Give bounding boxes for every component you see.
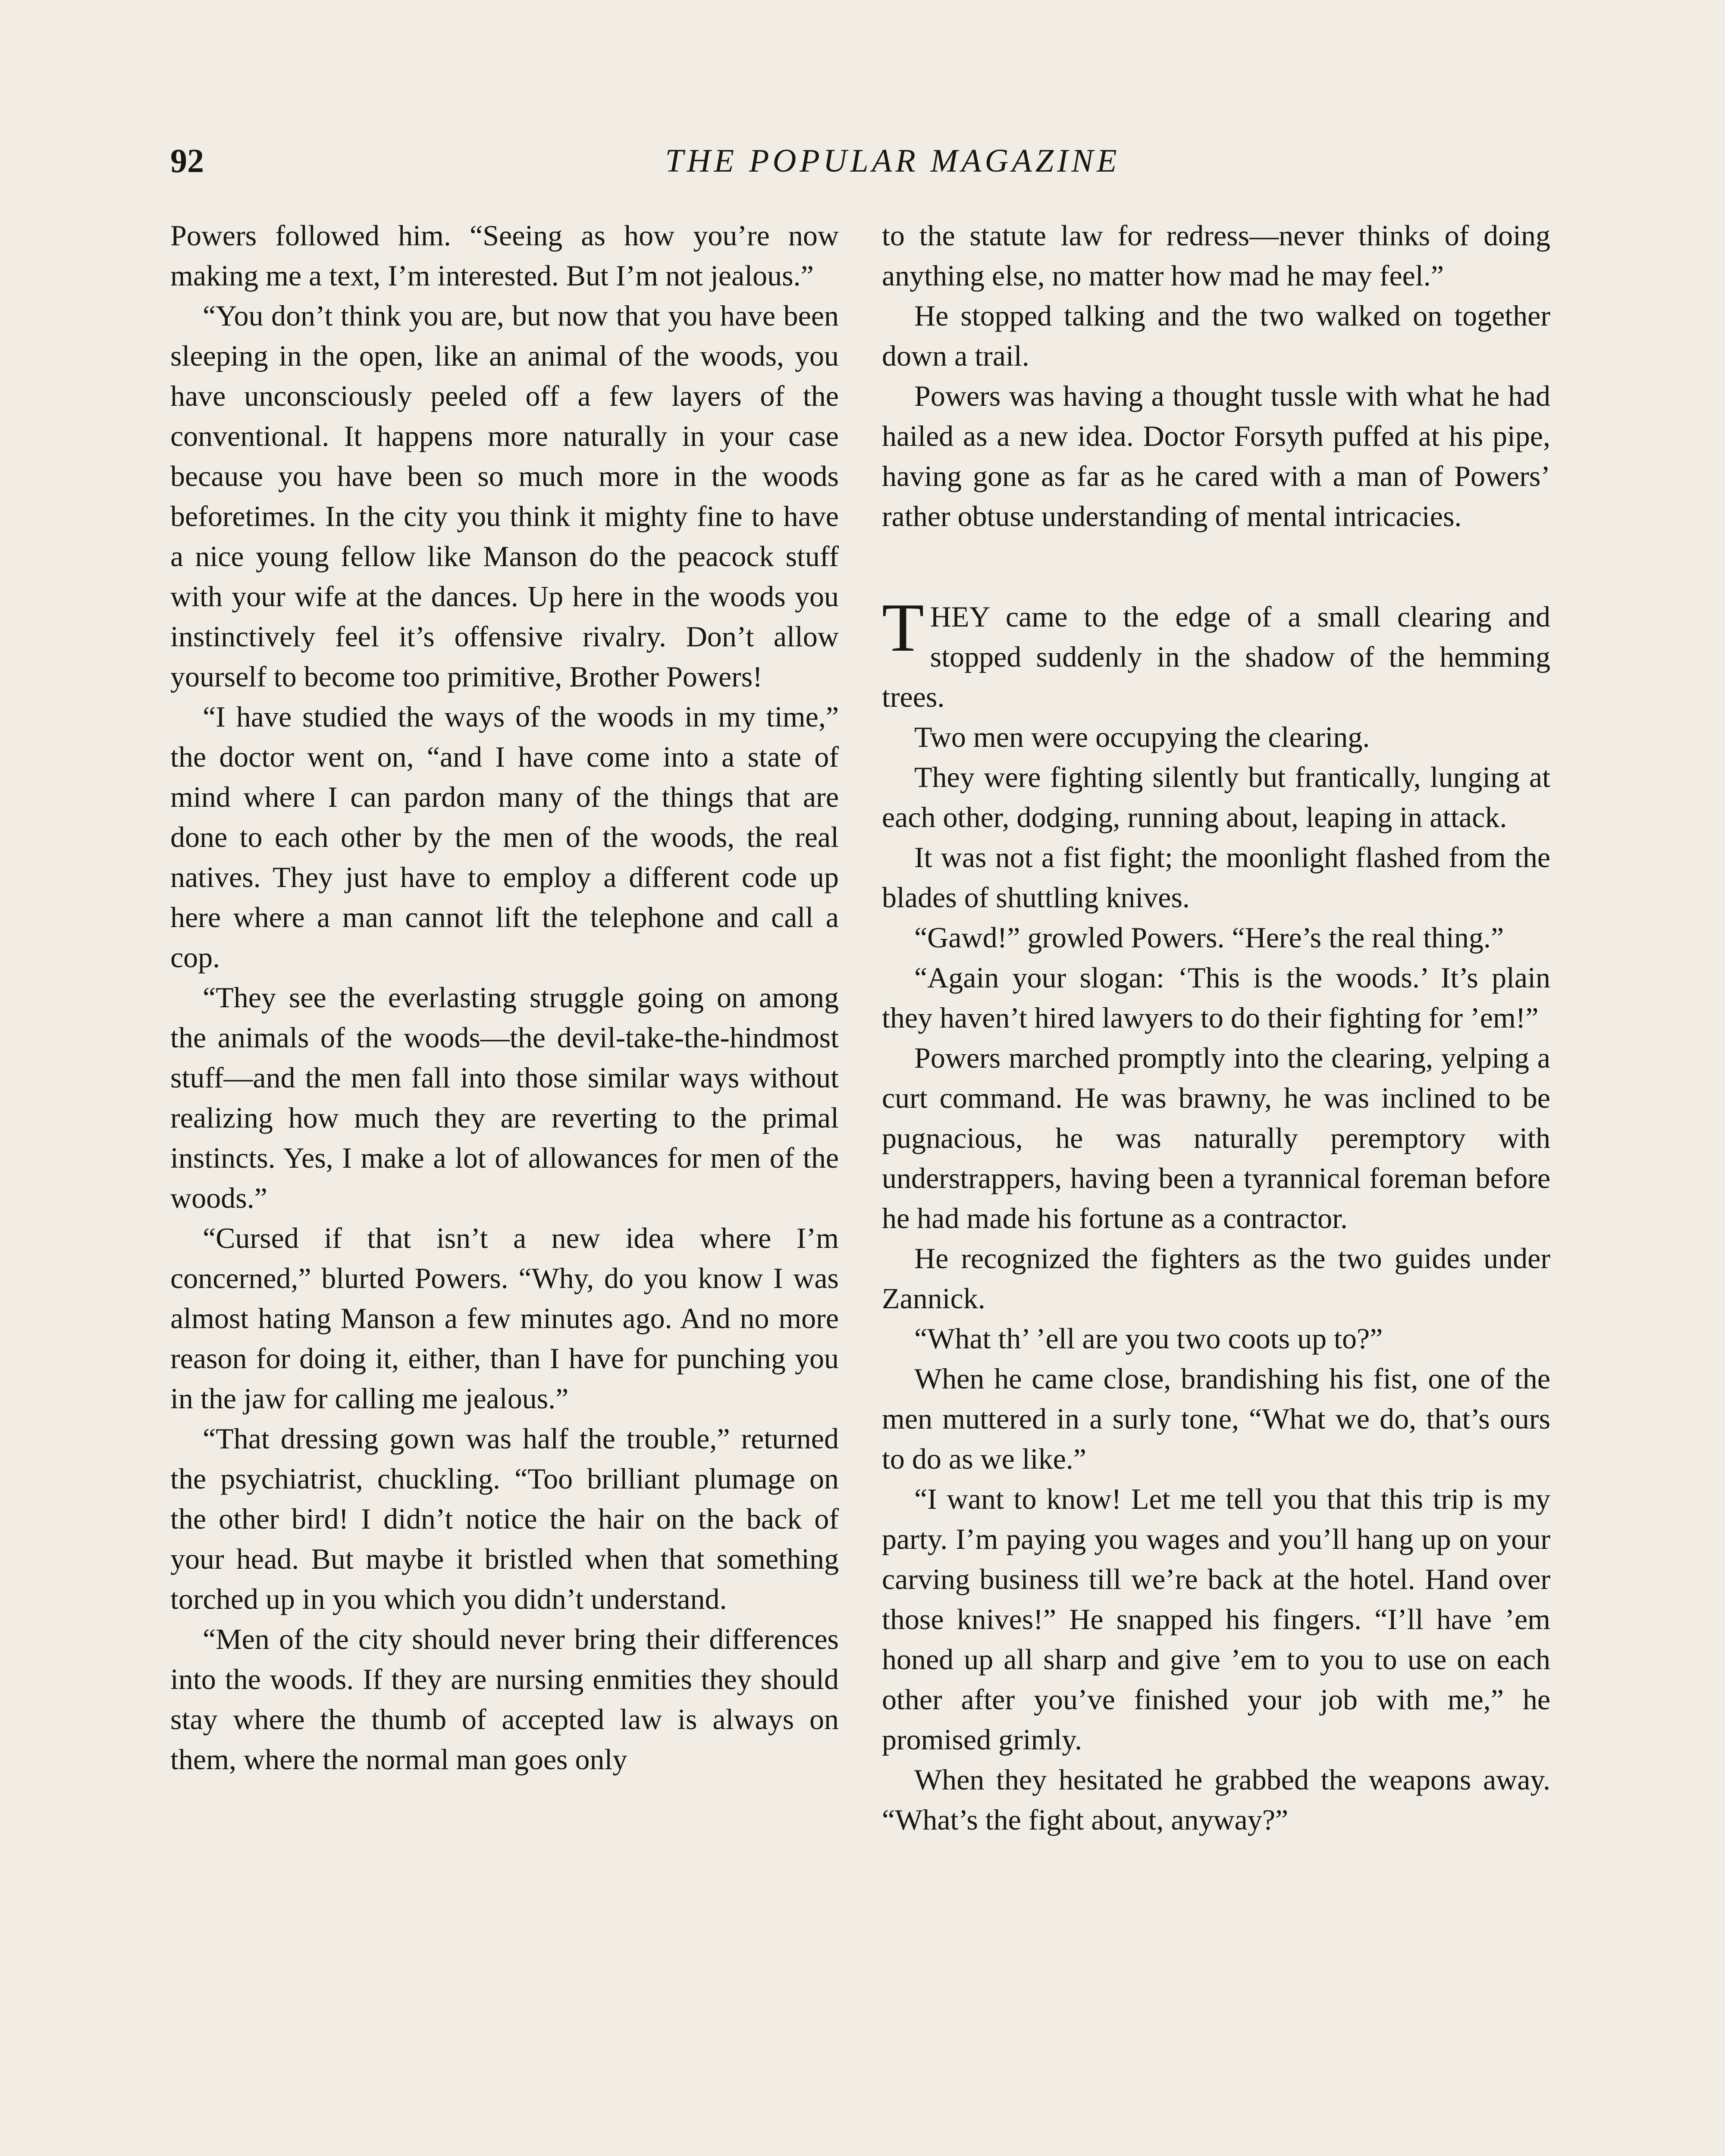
paragraph: “Again your slogan: ‘This is the woods.’ It’s plain they haven’t hired lawyers to do their fighting for ’em!” bbox=[882, 961, 1550, 1034]
paragraph: “They see the everlasting struggle going on among the animals of the woods—the devil-take-the-hindmost stuff—and the men fall into those similar ways without realizing how much they are reverting to the primal instincts. Yes, I make a lot of allowances for men of the woods.” bbox=[170, 981, 839, 1214]
paragraph: Powers was having a thought tussle with what he had hailed as a new idea. Doctor Forsyth puffed at his pipe, having gone as far as he cared with a man of Powers’ rather obtuse understanding of mental intricacies. bbox=[882, 379, 1550, 533]
page-number: 92 bbox=[170, 142, 204, 179]
paragraph: Two men were occupying the clearing. bbox=[914, 721, 1370, 753]
paragraph: “That dressing gown was half the trouble,” returned the psychiatrist, chuckling. “Too brilliant plumage on the other bird! I didn’t notice the hair on the back of your head. But maybe it bristled when that something torched up in you which you didn’t understand. bbox=[170, 1422, 839, 1615]
paragraph: He stopped talking and the two walked on together down a trail. bbox=[882, 299, 1550, 372]
paragraph: When he came close, brandishing his fist, one of the men muttered in a surly tone, “What we do, that’s ours to do as we like.” bbox=[882, 1362, 1550, 1475]
running-head: THE POPULAR MAGAZINE bbox=[665, 143, 1120, 179]
paragraph: Powers marched promptly into the clearing, yelping a curt command. He was brawny, he was inclined to be pugnacious, he was naturally peremptory with understrappers, having been a tyrannical foreman before he had made his fortune as a contractor. bbox=[882, 1041, 1550, 1235]
paragraph: “I have studied the ways of the woods in my time,” the doctor went on, “and I have come into a state of mind where I can pardon many of the things that are done to each other by the men of the woods, the real natives. They just have to employ a different code up here where a man cannot lift the telephone and call a cop. bbox=[170, 700, 839, 974]
page-header bbox=[170, 137, 1563, 185]
paragraph: “Cursed if that isn’t a new idea where I’m concerned,” blurted Powers. “Why, do you know I was almost hating Manson a few minutes ago. And no more reason for doing it, either, than I have for punching you in the jaw for calling me jealous.” bbox=[170, 1222, 839, 1415]
paragraph: Powers followed him. “Seeing as how you’re now making me a text, I’m interested. But I’m not jealous.” bbox=[170, 219, 839, 292]
paragraph: “I want to know! Let me tell you that this trip is my party. I’m paying you wages and you’ll hang up on your carving business till we’re back at the hotel. Hand over those knives!” He snapped his fingers. “I’ll have ’em honed up all sharp and give ’em to you to use on each other after you’ve finished your job with me,” he promised grimly. bbox=[882, 1482, 1550, 1756]
section-opening-text: HEY came to the edge of a small clearing and stopped suddenly in the shadow of the hemming trees. bbox=[882, 600, 1550, 713]
paragraph: He recognized the fighters as the two guides under Zannick. bbox=[882, 1242, 1550, 1315]
paragraph: It was not a fist fight; the moonlight flashed from the blades of shuttling knives. bbox=[882, 841, 1550, 914]
paragraph: When they hesitated he grabbed the weapons away. “What’s the fight about, anyway?” bbox=[882, 1763, 1550, 1836]
right-column bbox=[882, 216, 1550, 1840]
left-column bbox=[170, 216, 839, 1780]
paragraph: “Men of the city should never bring their differences into the woods. If they are nursing enmities they should stay where the thumb of accepted law is always on them, where the normal man goes only bbox=[170, 1623, 839, 1776]
paragraph: “What th’ ’ell are you two coots up to?” bbox=[914, 1322, 1383, 1355]
drop-cap: T bbox=[882, 589, 924, 666]
section-opening-paragraph bbox=[882, 589, 1550, 717]
paragraph: “Gawd!” growled Powers. “Here’s the real thing.” bbox=[914, 921, 1504, 954]
paragraph: They were fighting silently but frantically, lunging at each other, dodging, running about, leaping in attack. bbox=[882, 761, 1550, 834]
paragraph: “You don’t think you are, but now that you have been sleeping in the open, like an animal of the woods, you have unconsciously peeled off a few layers of the conventional. It happens more naturally in your case because you have been so much more in the woods beforetimes. In the city you think it mighty fine to have a nice young fellow like Manson do the peacock stuff with your wife at the dances. Up here in the woods you instinctively feel it’s offensive rivalry. Don’t allow yourself to become too primitive, Brother Powers! bbox=[170, 299, 839, 693]
paragraph: to the statute law for redress—never thinks of doing anything else, no matter how mad he may feel.” bbox=[882, 219, 1550, 292]
